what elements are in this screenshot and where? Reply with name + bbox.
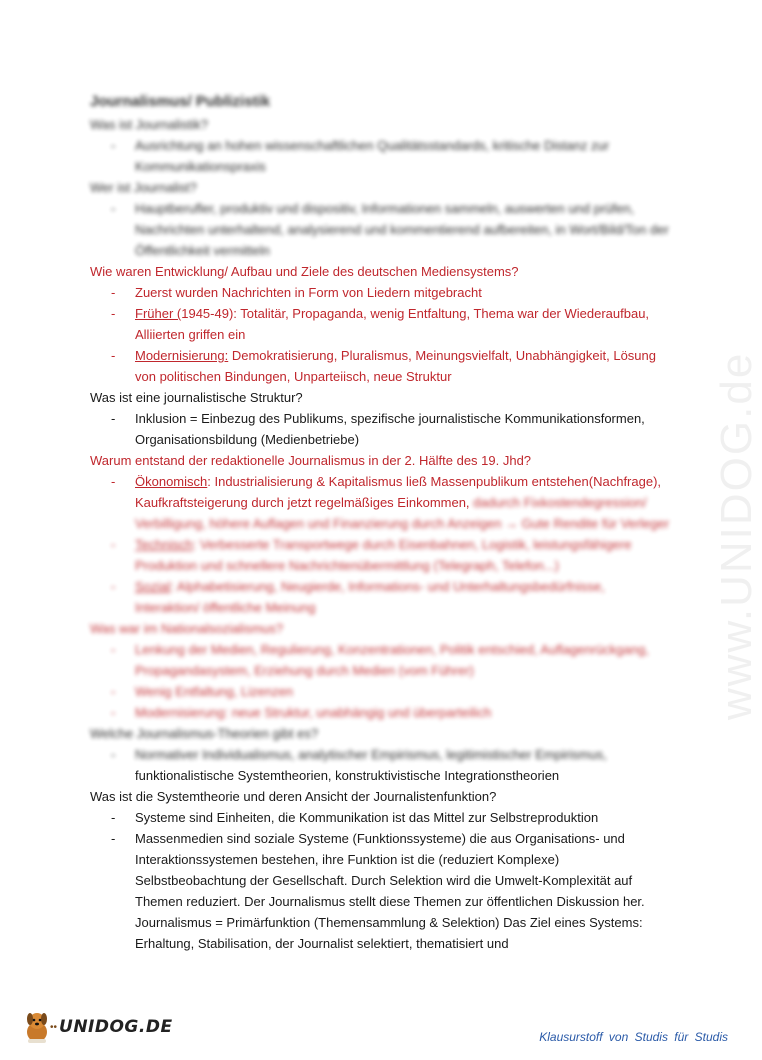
- dog-mascot-icon: [22, 1010, 52, 1044]
- list-mediensystem: [90, 282, 670, 387]
- list-item: - Früher (1945-49): Totalitär, Propaganda, wenig Entfaltung, Thema war der Wiederaufbau, Alliierten griffen ein: [111, 306, 650, 342]
- blurred-intro: [90, 93, 670, 261]
- list-item: - Hauptberufler, produktiv und dispositiv, Informationen sammeln, auswerten und prüfen, Nachrichten unterhaltend, analysierend und kommentierend aufbereiten, in Wort/Bild/Ton der Öffentlichkeit vermitteln: [111, 201, 669, 258]
- question-journalistik: Was ist Journalistik?: [90, 117, 208, 132]
- list-item: - Massenmedien sind soziale Systeme (Funktionssysteme) die aus Organisations- und Interaktionssystemen bestehen, ihre Funktion ist die (reduziert Komplexe) Selbstbeobachtung der Gesellschaft. Durch Selektion wird die Umwelt-Komplexität auf Themen reduziert. Der Journalismus stellt diese Themen zur öffentlichen Diskussion her. Journalismus = Primärfunktion (Themensammlung & Selektion) Das Ziel eines Systems: Erhaltung, Stabilisation, der Journalist selektiert, thematisiert und: [111, 831, 645, 951]
- list-item: - Normativer Individualismus, analytischer Empirismus, legitimistischer Empirismus, funktionalistische Systemtheorien, konstruktivistische Integrationstheorien: [111, 747, 607, 783]
- document-content: [90, 93, 670, 954]
- list-item: - Technisch: Verbesserte Transportwege durch Eisenbahnen, Logistik, leistungsfähigere Produktion und schnellere Nachrichtenübermittlung (Telegraph, Telefon...): [111, 537, 632, 573]
- list-item: - Wenig Entfaltung, Lizenzen: [111, 684, 294, 699]
- list-struktur: [90, 408, 670, 450]
- question-theorien: Welche Journalismus-Theorien gibt es?: [90, 726, 319, 741]
- list-item: - Modernisierung: Demokratisierung, Pluralismus, Meinungsvielfalt, Unabhängigkeit, Lösung von politischen Bindungen, Unparteiisch, neue Struktur: [111, 348, 656, 384]
- question-redaktionell: Warum entstand der redaktionelle Journalismus in der 2. Hälfte des 19. Jhd?: [90, 453, 532, 468]
- list-theorien: [90, 744, 670, 786]
- list-item: - Ökonomisch: Industrialisierung & Kapitalismus ließ Massenpublikum entstehen(Nachfrage), Kaufkraftsteigerung durch jetzt regelmäßiges Einkommen, dadurch Fixkostendegression/ Verbilligung, höhere Auflagen und Finanzierung durch Anzeigen → Gute Rendite für Verleger: [111, 474, 670, 531]
- list-item: - Modernisierung: neue Struktur, unabhängig und überparteilich: [111, 705, 492, 720]
- question-systemtheorie: Was ist die Systemtheorie und deren Ansicht der Journalistenfunktion?: [90, 789, 497, 804]
- list-item: - Ausrichtung an hohen wissenschaftlichen Qualitätsstandards, kritische Distanz zur Kommunikationspraxis: [111, 138, 610, 174]
- logo-text: UNIDOG.DE: [59, 1017, 173, 1037]
- blurred-section: [90, 534, 670, 744]
- list-systemtheorie: [90, 807, 670, 954]
- paw-icon: ••: [50, 1021, 58, 1033]
- doc-title: Journalismus/ Publizistik: [90, 93, 271, 110]
- question-journalist: Wer ist Journalist?: [90, 180, 197, 195]
- list-item: - Inklusion = Einbezug des Publikums, spezifische journalistische Kommunikationsformen, Organisationsbildung (Medienbetriebe): [111, 411, 645, 447]
- question-ns: Was war im Nationalsozialismus?: [90, 621, 284, 636]
- list-item: - Zuerst wurden Nachrichten in Form von Liedern mitgebracht: [111, 285, 482, 300]
- watermark: www.UNIDOG.de: [712, 351, 761, 720]
- question-mediensystem: Wie waren Entwicklung/ Aufbau und Ziele des deutschen Mediensystems?: [90, 264, 519, 279]
- list-item: - Lenkung der Medien, Regulierung, Konzentrationen, Politik entschied, Auflagenrückgang, Propagandasystem, Erziehung durch Medien (vom Führer): [111, 642, 649, 678]
- unidog-logo[interactable]: [22, 1010, 173, 1044]
- footer-slogan: Klausurstoff von Studis für Studis: [539, 1030, 728, 1044]
- list-item: - Sozial: Alphabetisierung, Neugierde, Informations- und Unterhaltungsbedürfnisse, Interaktion/ öffentliche Meinung: [111, 579, 605, 615]
- list-item: - Systeme sind Einheiten, die Kommunikation ist das Mittel zur Selbstreproduktion: [111, 810, 599, 825]
- list-redaktionell: [90, 471, 670, 534]
- question-struktur: Was ist eine journalistische Struktur?: [90, 390, 303, 405]
